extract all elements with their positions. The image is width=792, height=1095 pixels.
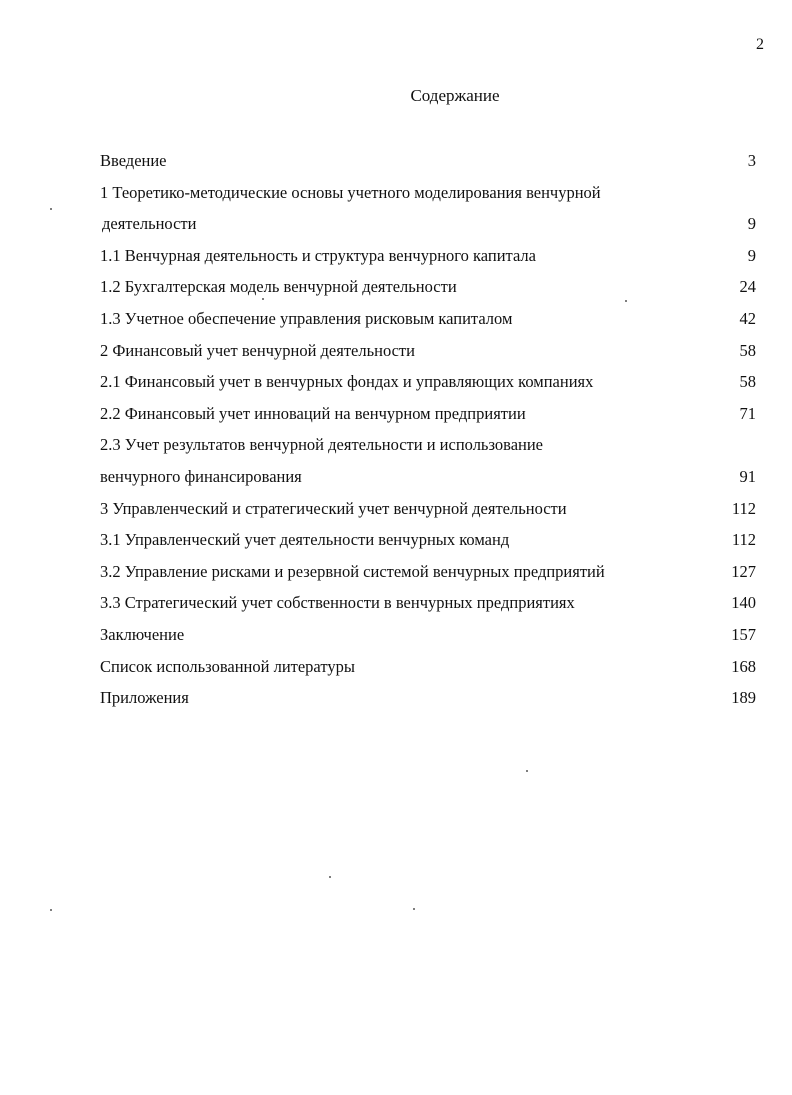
toc-entry-page: 58 (739, 340, 756, 360)
scan-speck (625, 300, 627, 302)
scan-speck (526, 770, 528, 772)
toc-entry-text (100, 177, 716, 240)
toc-entry-chapter-2[interactable] (100, 335, 756, 367)
toc-entry-line: венчурного финансирования (100, 466, 302, 486)
toc-entry-text: Приложения (100, 688, 189, 708)
toc-entry-line: 1 Теоретико-методические основы учетного моделирования венчурной (100, 182, 601, 202)
toc-entry-section-1-2[interactable] (100, 271, 756, 303)
toc-entry-section-2-3[interactable] (100, 429, 756, 492)
scan-speck (413, 908, 415, 910)
toc-entry-text: 3.2 Управление рисками и резервной системой венчурных предприятий (100, 561, 605, 581)
toc-entry-text: 1.3 Учетное обеспечение управления рисковым капиталом (100, 308, 513, 328)
toc-entry-page: 9 (747, 214, 756, 234)
toc-entry-line: 2.3 Учет результатов венчурной деятельности и использование (100, 435, 544, 455)
toc-entry-text: Заключение (100, 624, 185, 644)
toc-entry-page: 157 (731, 624, 756, 644)
toc-entry-section-2-2[interactable] (100, 398, 756, 430)
scan-speck (50, 909, 52, 911)
toc-entry-text: 3 Управленческий и стратегический учет венчурной деятельности (100, 498, 567, 518)
toc-entry-text: 2.1 Финансовый учет в венчурных фондах и управляющих компаниях (100, 372, 594, 392)
scan-speck (329, 876, 331, 878)
toc-entry-text: 3.3 Стратегический учет собственности в венчурных предприятиях (100, 593, 575, 613)
toc-entry-page: 24 (739, 277, 756, 297)
toc-entry-text: Введение (100, 151, 167, 170)
toc-entry-section-3-2[interactable] (100, 556, 756, 588)
toc-entry-page: 91 (739, 466, 756, 486)
toc-entry-page: 71 (739, 403, 756, 423)
toc-entry-page: 140 (731, 593, 756, 613)
toc-entry-page: 112 (731, 498, 756, 518)
toc-entry-page: 189 (731, 688, 756, 708)
toc-entry-text (100, 429, 716, 492)
table-of-contents (100, 145, 756, 714)
toc-entry-text: 1.1 Венчурная деятельность и структура венчурного капитала (100, 245, 536, 265)
toc-entry-text: Список использованной литературы (100, 656, 355, 676)
toc-entry-introduction[interactable] (100, 145, 756, 177)
toc-entry-section-2-1[interactable] (100, 366, 756, 398)
toc-entry-page: 58 (739, 372, 756, 392)
toc-entry-page: 9 (747, 245, 756, 265)
toc-entry-section-1-1[interactable] (100, 240, 756, 272)
toc-entry-bibliography[interactable] (100, 651, 756, 683)
toc-entry-text: 2.2 Финансовый учет инноваций на венчурном предприятии (100, 403, 526, 423)
toc-entry-conclusion[interactable] (100, 619, 756, 651)
page-title: Содержание (410, 86, 500, 105)
toc-entry-page: 168 (731, 656, 756, 676)
toc-entry-section-1-3[interactable] (100, 303, 756, 335)
toc-entry-text: 2 Финансовый учет венчурной деятельности (100, 340, 415, 360)
toc-entry-section-3-1[interactable] (100, 524, 756, 556)
scan-speck (50, 208, 52, 210)
toc-entry-appendices[interactable] (100, 682, 756, 714)
scan-speck (262, 298, 264, 300)
toc-entry-page: 127 (731, 561, 756, 581)
toc-entry-page: 112 (731, 530, 756, 550)
toc-entry-text: 3.1 Управленческий учет деятельности венчурных команд (100, 530, 510, 550)
toc-entry-page: 42 (739, 308, 756, 328)
toc-entry-chapter-3[interactable] (100, 493, 756, 525)
toc-entry-page: 3 (747, 151, 756, 170)
toc-entry-text: 1.2 Бухгалтерская модель венчурной деятельности (100, 277, 457, 297)
toc-entry-line: деятельности (102, 214, 197, 234)
toc-entry-chapter-1[interactable] (100, 177, 756, 240)
toc-entry-section-3-3[interactable] (100, 587, 756, 619)
page-number: 2 (756, 36, 764, 53)
